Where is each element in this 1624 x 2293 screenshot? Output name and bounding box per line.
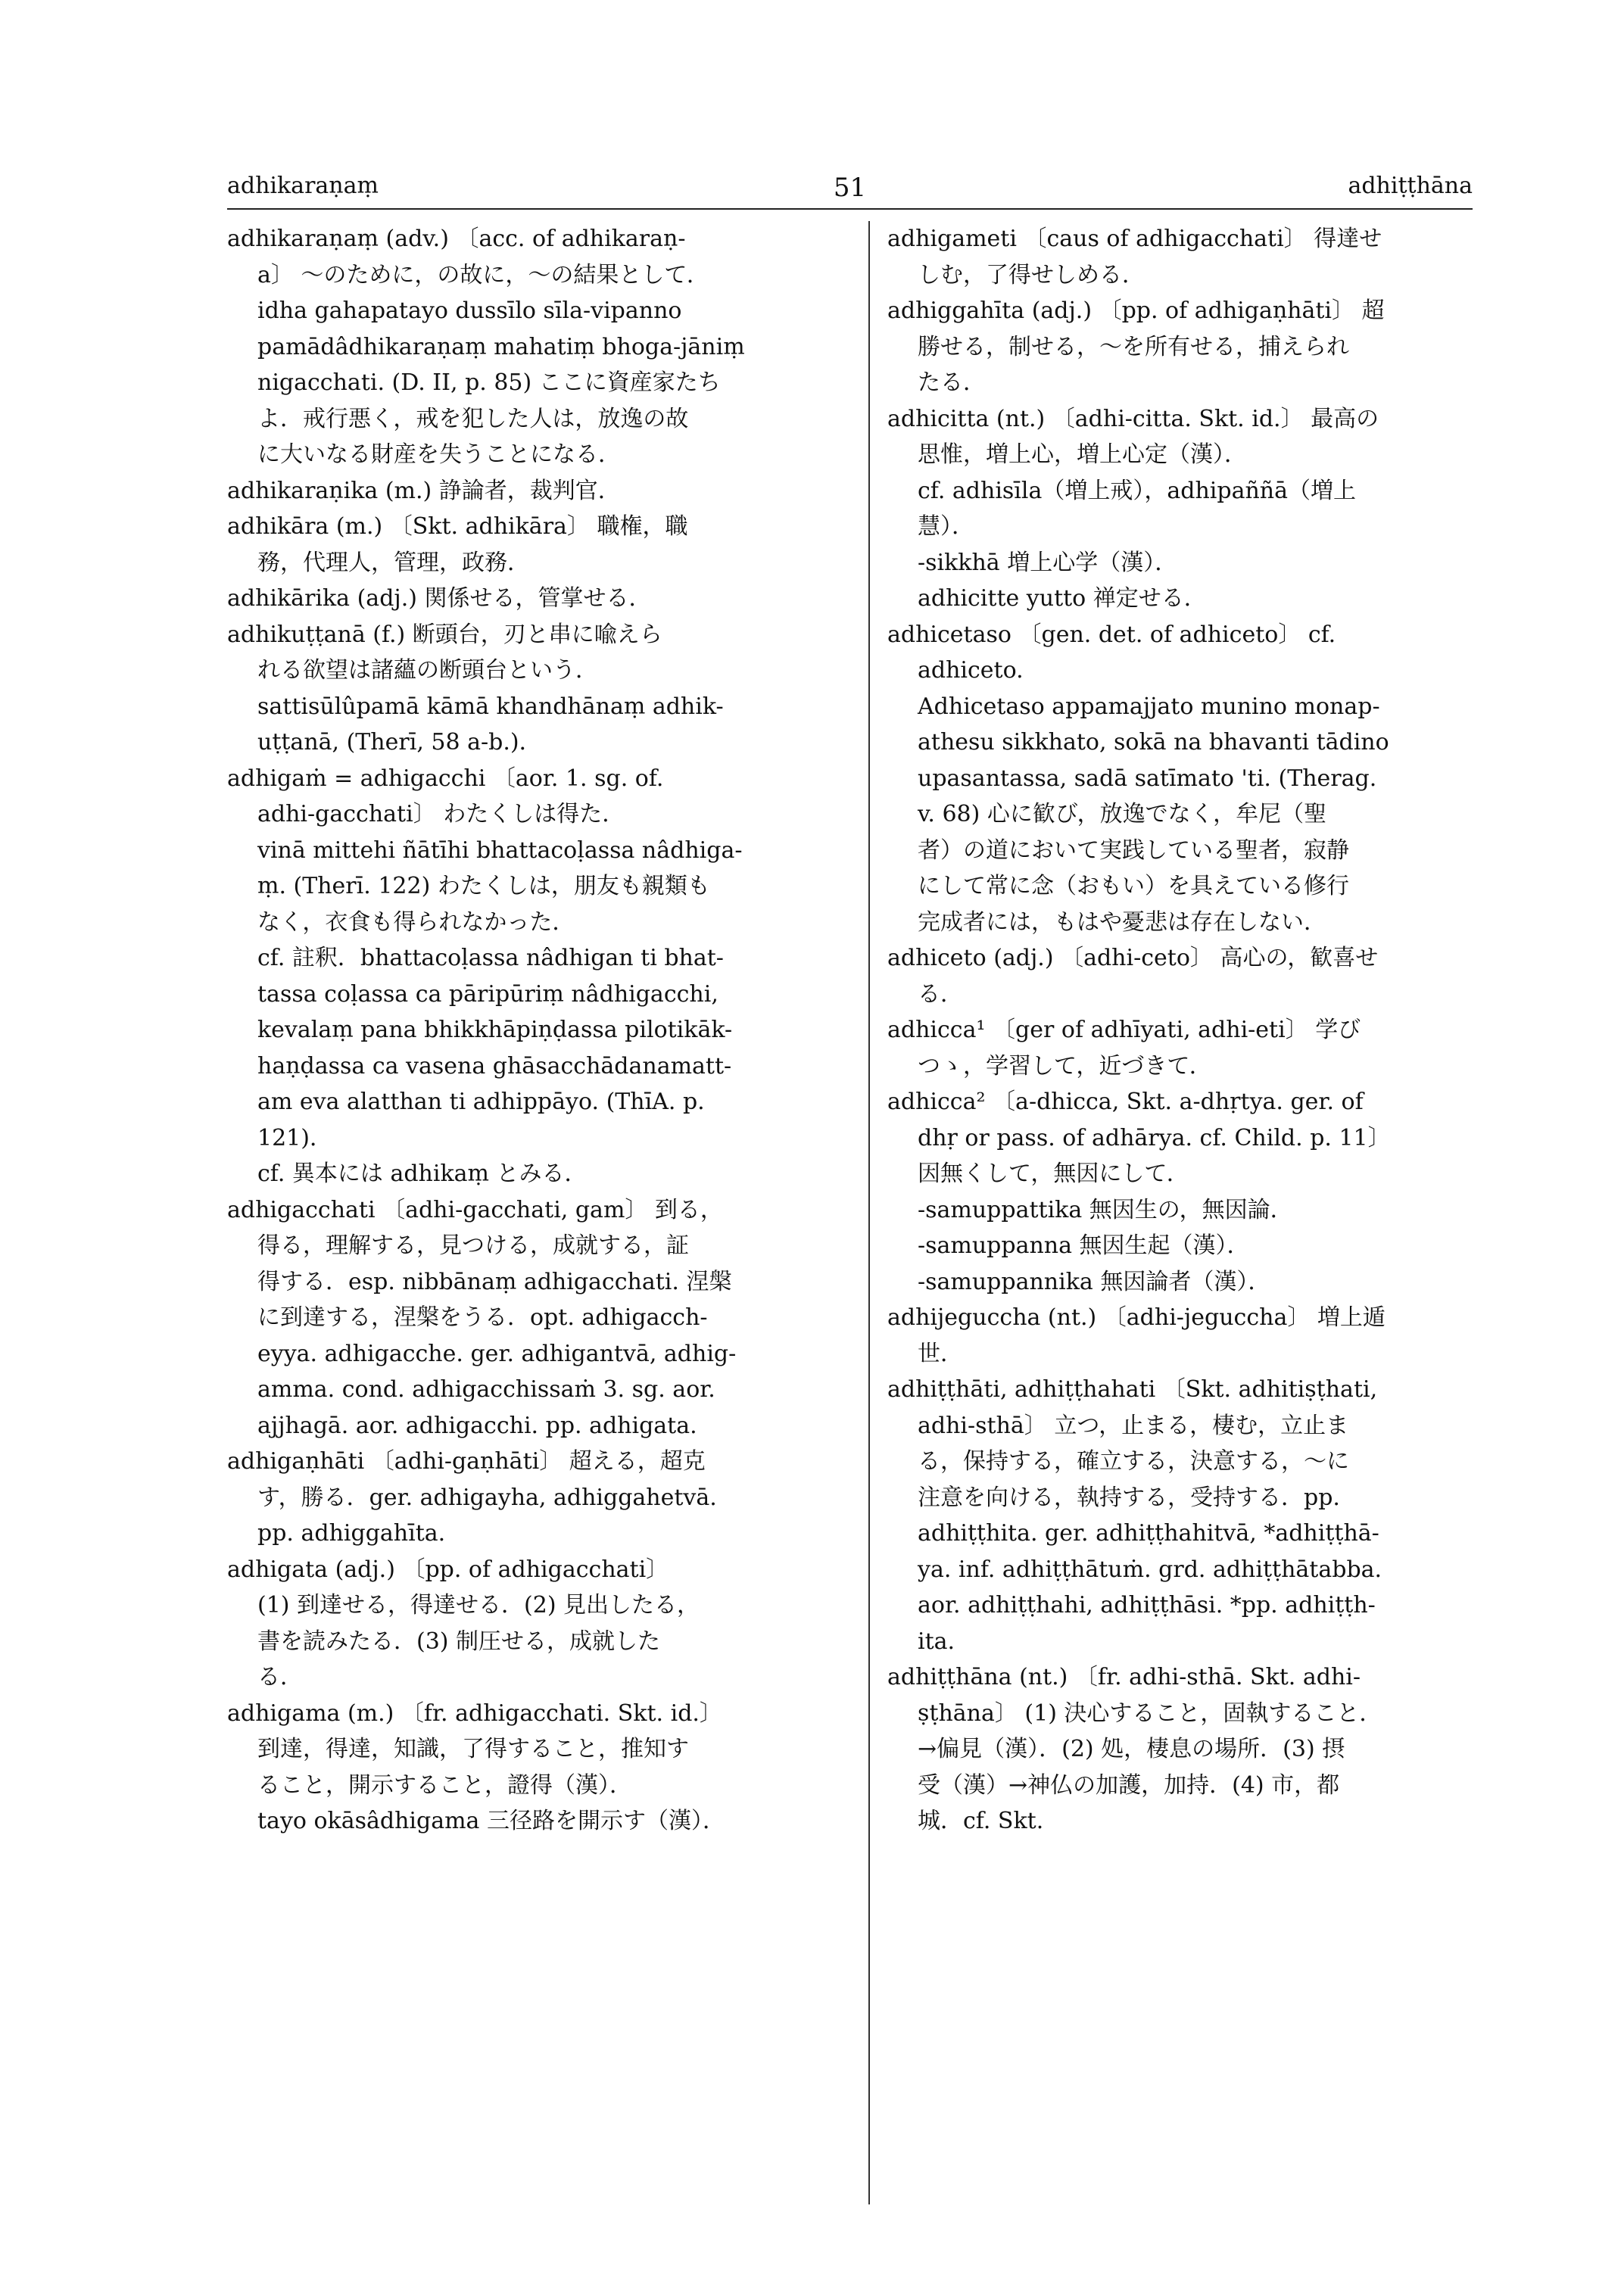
entry-line: 得る，理解する，見つける，成就する，証 bbox=[257, 1232, 689, 1259]
entry-line: 慧）． bbox=[918, 513, 974, 540]
entry-line: に大いなる財産を失うことになる． bbox=[257, 441, 621, 468]
entry-line: 得する．esp. nibbānaṃ adhigacchati. 涅槃 bbox=[257, 1268, 732, 1295]
dictionary-entry bbox=[887, 221, 1485, 293]
entry-headline: adhigata (adj.) 〔pp. of adhigacchati〕 bbox=[227, 1556, 669, 1583]
left-column bbox=[227, 221, 859, 1840]
entry-line: 到達，得達，知識，了得すること，推知す bbox=[257, 1736, 689, 1762]
entry-line: 書を読みたる．(3) 制圧せる，成就した bbox=[257, 1628, 661, 1655]
entry-line: なく，衣食も得られなかった． bbox=[257, 908, 575, 936]
entry-line: idha gahapatayo dussīlo sīla-vipanno bbox=[257, 298, 682, 324]
entry-line: -sikkhā 増上心学（漢）． bbox=[918, 549, 1178, 576]
entry-line: しむ，了得せしめる． bbox=[918, 261, 1145, 288]
dictionary-entry bbox=[887, 940, 1485, 1012]
entry-headline: adhigameti 〔caus of adhigacchati〕 得達せ bbox=[887, 226, 1382, 252]
entry-line: tayo okāsâdhigama 三径路を開示す（漢）． bbox=[257, 1808, 725, 1834]
entry-line: す，勝る．ger. adhigayha, adhiggahetvā. bbox=[257, 1484, 717, 1511]
entry-line: vinā mittehi ñātīhi bhattacoḷassa nâdhiga- bbox=[257, 837, 743, 864]
entry-line: haṇḍassa ca vasena ghāsacchādanamatt- bbox=[257, 1052, 732, 1080]
entry-line: 思惟，増上心，増上心定（漢）． bbox=[918, 441, 1247, 468]
entry-headline: adhigacchati 〔adhi-gacchati, gam〕 到る， bbox=[227, 1196, 723, 1223]
entry-headline: adhikārika (adj.) 関係せる，管掌せる． bbox=[227, 585, 652, 612]
entry-line: -samuppanna 無因生起（漢）． bbox=[918, 1232, 1250, 1259]
entry-line: uṭṭanā, (Therī, 58 a-b.)． bbox=[257, 729, 542, 756]
entry-headline: adhicca¹ 〔ger of adhīyati, adhi-eti〕 学び bbox=[887, 1017, 1361, 1043]
entry-line: pamādâdhikaraṇaṃ mahatiṃ bhoga-jāniṃ bbox=[257, 333, 745, 360]
entry-line: 者）の道において実践している聖者，寂静 bbox=[918, 837, 1349, 864]
dictionary-entry bbox=[227, 1696, 859, 1840]
entry-headline: adhigaṇhāti 〔adhi-gaṇhāti〕 超える，超克 bbox=[227, 1448, 706, 1475]
dictionary-entry bbox=[227, 1552, 859, 1696]
entry-headline: adhikuṭṭanā (f.) 断頭台，刃と串に喩えら bbox=[227, 621, 662, 648]
dictionary-entry bbox=[227, 473, 859, 509]
entry-line: adhicitte yutto 禅定せる． bbox=[918, 585, 1207, 612]
header-left-guideword: adhikaraṇaṃ bbox=[227, 173, 379, 199]
entry-line: →偏見（漢）．(2) 処，棲息の場所．(3) 摂 bbox=[918, 1736, 1345, 1762]
entry-headline: adhicitta (nt.) 〔adhi-citta. Skt. id.〕 最高の bbox=[887, 405, 1379, 432]
entry-line: kevalaṃ pana bhikkhāpiṇḍassa pilotikāk- bbox=[257, 1017, 733, 1043]
entry-line: sattisūlûpamā kāmā khandhānaṃ adhik- bbox=[257, 693, 724, 720]
column-divider bbox=[868, 221, 870, 2204]
entry-line: -samuppannika 無因論者（漢）． bbox=[918, 1268, 1271, 1295]
entry-line: Adhicetaso appamajjato munino monap- bbox=[918, 693, 1380, 720]
entry-line: aor. adhiṭṭhahi, adhiṭṭhāsi. *pp. adhiṭṭh- bbox=[918, 1592, 1376, 1618]
entry-line: る． bbox=[257, 1664, 303, 1690]
entry-line: たる． bbox=[918, 369, 986, 396]
entry-line: にして常に念（おもい）を具えている修行 bbox=[918, 873, 1349, 899]
dictionary-entry bbox=[227, 1192, 859, 1444]
entry-line: amma. cond. adhigacchissaṁ 3. sg. aor. bbox=[257, 1376, 715, 1403]
entry-line: 城．cf. Skt. bbox=[918, 1808, 1044, 1834]
entry-line: る． bbox=[918, 980, 963, 1008]
entry-line: eyya. adhigacche. ger. adhigantvā, adhig- bbox=[257, 1340, 737, 1367]
dictionary-entry bbox=[227, 509, 859, 581]
entry-line: 受（漢）→神仏の加護，加持．(4) 市，都 bbox=[918, 1771, 1340, 1799]
right-column bbox=[887, 221, 1485, 1840]
entry-line: 注意を向ける，執持する，受持する．pp. bbox=[918, 1484, 1340, 1511]
dictionary-entry bbox=[887, 401, 1485, 617]
entry-line: 因無くして，無因にして． bbox=[918, 1161, 1189, 1187]
entry-headline: adhiggahīta (adj.) 〔pp. of adhigaṇhāti〕 超 bbox=[887, 298, 1385, 324]
entry-line: cf. 註釈．bhattacoḷassa nâdhigan ti bhat- bbox=[257, 945, 724, 971]
entry-line: ita. bbox=[918, 1628, 955, 1655]
entry-line: ṣṭhāna〕 (1) 決心すること，固執すること． bbox=[918, 1699, 1382, 1727]
entry-line: athesu sikkhato, sokā na bhavanti tādino bbox=[918, 729, 1389, 756]
dictionary-entry bbox=[887, 617, 1485, 941]
entry-headline: adhiṭṭhāti, adhiṭṭhahati 〔Skt. adhitiṣṭhati, bbox=[887, 1376, 1378, 1403]
dictionary-entry bbox=[227, 761, 859, 1192]
entry-headline: adhikaraṇaṃ (adv.) 〔acc. of adhikaraṇ- bbox=[227, 226, 686, 252]
entry-headline: adhikaraṇika (m.) 諍論者，裁判官． bbox=[227, 477, 621, 504]
entry-line: よ．戒行悪く，戒を犯した人は，放逸の故 bbox=[257, 405, 689, 432]
entry-headline: adhiṭṭhāna (nt.) 〔fr. adhi-sthā. Skt. adhi- bbox=[887, 1664, 1361, 1690]
dictionary-entry bbox=[227, 617, 859, 761]
entry-line: (1) 到達せる，得達せる．(2) 見出したる， bbox=[257, 1592, 700, 1618]
running-header bbox=[227, 173, 1473, 210]
entry-line: am eva alatthan ti adhippāyo. (ThīA. p. bbox=[257, 1089, 705, 1115]
entry-line: に到達する，涅槃をうる．opt. adhigacch- bbox=[257, 1304, 708, 1331]
entry-line: dhṛ or pass. of adhārya. cf. Child. p. 11〕 bbox=[918, 1124, 1391, 1151]
entry-line: ること，開示すること，證得（漢）． bbox=[257, 1771, 632, 1799]
dictionary-entry bbox=[887, 1084, 1485, 1300]
entry-line: tassa coḷassa ca pāripūriṃ nâdhigacchi, bbox=[257, 980, 718, 1008]
entry-line: upasantassa, sadā satīmato 'ti. (Therag. bbox=[918, 765, 1377, 792]
entry-line: a〕 ～のために，の故に，～の結果として． bbox=[257, 261, 709, 288]
entry-line: cf. 異本には adhikaṃ とみる． bbox=[257, 1161, 588, 1187]
dictionary-entry bbox=[227, 1444, 859, 1552]
entry-line: 121)． bbox=[257, 1124, 332, 1151]
entry-line: cf. adhisīla（増上戒），adhipaññā（増上 bbox=[918, 477, 1357, 504]
dictionary-entry bbox=[887, 293, 1485, 401]
dictionary-entry bbox=[227, 221, 859, 473]
entry-line: ajjhagā. aor. adhigacchi. pp. adhigata. bbox=[257, 1412, 697, 1439]
page-number: 51 bbox=[833, 173, 867, 203]
entry-line: れる欲望は諸蘊の断頭台という． bbox=[257, 657, 598, 684]
entry-headline: adhicca² 〔a-dhicca, Skt. a-dhṛtya. ger. of bbox=[887, 1089, 1364, 1115]
entry-line: 世． bbox=[918, 1340, 963, 1367]
header-right-guideword: adhiṭṭhāna bbox=[1348, 173, 1473, 199]
dictionary-entry bbox=[227, 581, 859, 617]
entry-line: る，保持する，確立する，決意する，～に bbox=[918, 1448, 1349, 1475]
entry-headline: adhicetaso 〔gen. det. of adhiceto〕 cf. bbox=[887, 621, 1336, 648]
entry-line: v. 68) 心に歓び，放逸でなく，牟尼（聖 bbox=[918, 801, 1327, 827]
entry-line: adhi-sthā〕 立つ，止まる，棲む，立止ま bbox=[918, 1412, 1349, 1439]
entry-line: nigacchati. (D. II, p. 85) ここに資産家たち bbox=[257, 369, 721, 396]
entry-line: ya. inf. adhiṭṭhātuṁ. grd. adhiṭṭhātabba. bbox=[918, 1556, 1382, 1583]
entry-line: adhiṭṭhita. ger. adhiṭṭhahitvā, *adhiṭṭhā- bbox=[918, 1520, 1379, 1547]
entry-line: 務，代理人，管理，政務． bbox=[257, 549, 530, 576]
entry-line: ṃ. (Therī. 122) わたくしは，朋友も親類も bbox=[257, 873, 710, 899]
entry-line: adhi-gacchati〕 わたくしは得た． bbox=[257, 801, 625, 827]
dictionary-entry bbox=[887, 1372, 1485, 1659]
entry-line: つゝ，学習して，近づきて． bbox=[918, 1052, 1212, 1080]
entry-headline: adhiceto (adj.) 〔adhi-ceto〕 高心の，歓喜せ bbox=[887, 945, 1379, 971]
dictionary-entry bbox=[887, 1012, 1485, 1084]
entry-headline: adhigaṁ = adhigacchi 〔aor. 1. sg. of. bbox=[227, 765, 664, 792]
entry-line: 完成者には，もはや憂悲は存在しない． bbox=[918, 908, 1326, 936]
entry-line: -samuppattika 無因生の，無因論． bbox=[918, 1196, 1293, 1223]
entry-headline: adhijeguccha (nt.) 〔adhi-jeguccha〕 増上遁 bbox=[887, 1304, 1386, 1331]
dictionary-entry bbox=[887, 1659, 1485, 1840]
entry-line: adhiceto. bbox=[918, 657, 1024, 684]
dictionary-entry bbox=[887, 1300, 1485, 1372]
entry-headline: adhikāra (m.) 〔Skt. adhikāra〕 職権，職 bbox=[227, 513, 688, 540]
entry-headline: adhigama (m.) 〔fr. adhigacchati. Skt. id.〕 bbox=[227, 1699, 722, 1727]
entry-line: pp. adhiggahīta. bbox=[257, 1520, 446, 1547]
entry-line: 勝せる，制せる，～を所有せる，捕えられ bbox=[918, 333, 1349, 360]
header-rule bbox=[227, 208, 1473, 210]
